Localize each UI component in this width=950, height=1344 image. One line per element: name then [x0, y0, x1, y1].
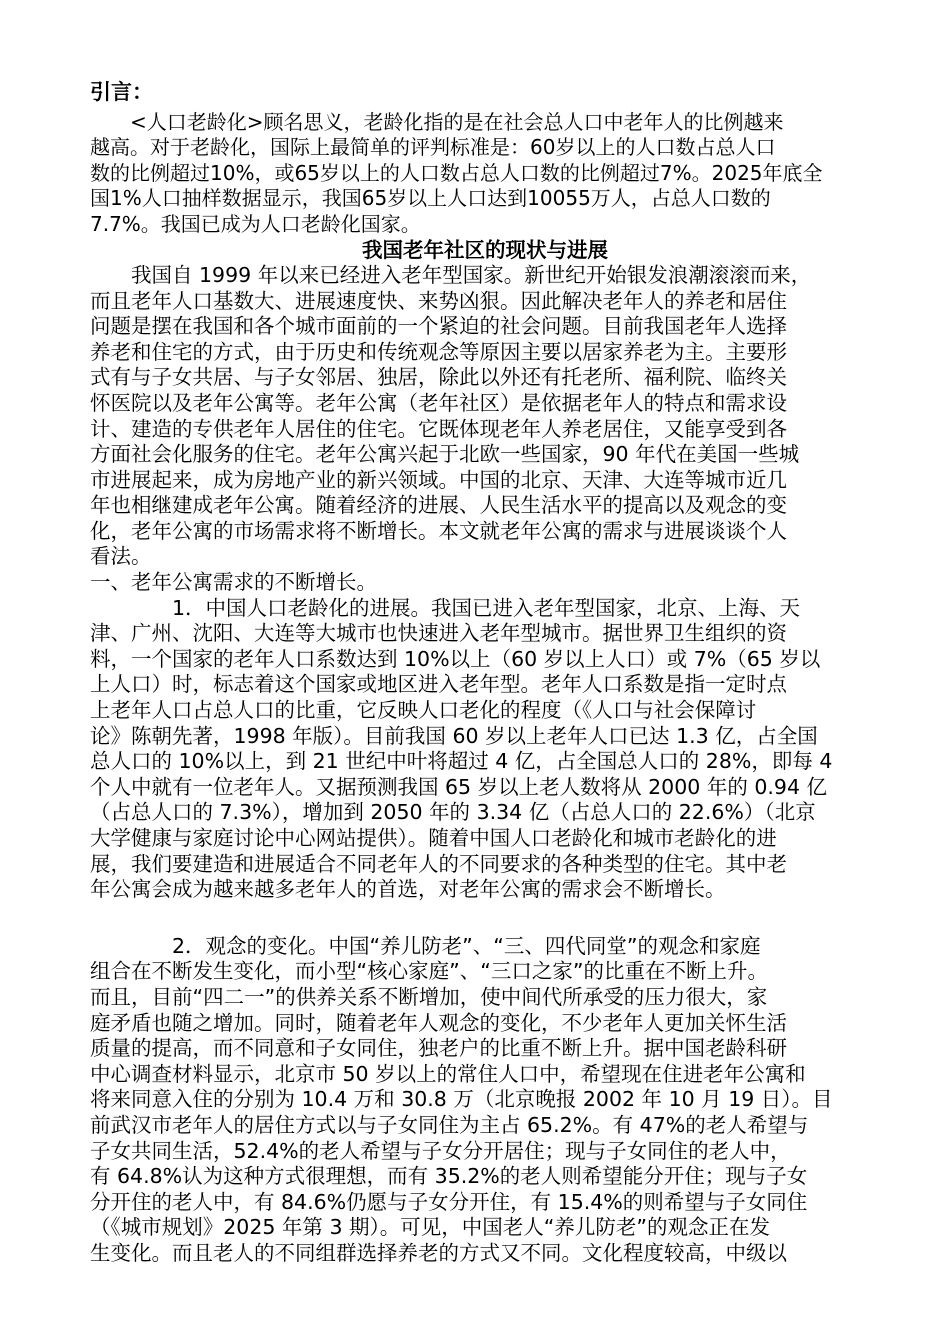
paragraph-line: 大学健康与家庭讨论中心网站提供）。随着中国人口老龄化和城市老龄化的进 — [90, 826, 777, 851]
paragraph-line: 年公寓会成为越来越多老年人的首选，对老年公寓的需求会不断增长。 — [90, 877, 726, 902]
paragraph-line: 而且，目前“四二一”的供养关系不断增加，使中间代所承受的压力很大，家 — [90, 984, 768, 1009]
paragraph-line: 料，一个国家的老年人口系数达到 10%以上（60 岁以上人口）或 7%（65 岁以 — [90, 646, 821, 671]
intro-line: 数的比例超过10%，或65岁以上的人口数占总人口数的比例超过7%。2025年底全 — [90, 160, 823, 185]
paragraph-line: 总人口的 10%以上，到 21 世纪中叶将超过 4 亿，占全国总人口的 28%，即每 4 — [90, 749, 833, 774]
paragraph-line: 方面社会化服务的住宅。老年公寓兴起于北欧一些国家，90 年代在美国一些城 — [90, 442, 800, 467]
paragraph-line: 子女共同生活，52.4%的老人希望与子女分开居住；现与子女同住的老人中， — [90, 1138, 791, 1163]
paragraph-line: 津、广州、沈阳、大连等大城市也快速进入老年型城市。据世界卫生组织的资 — [90, 621, 787, 646]
intro-line: <人口老龄化>顾名思义，老龄化指的是在社会总人口中老年人的比例越来 — [90, 110, 784, 134]
paragraph-line: 1．中国人口老龄化的进展。我国已进入老年型国家，北京、上海、天 — [90, 595, 801, 620]
paragraph-line: 个人中就有一位老年人。又据预测我国 65 岁以上老人数将从 2000 年的 0.94 亿 — [90, 774, 827, 799]
intro-line: 7.7%。我国已成为人口老龄化国家。 — [90, 211, 421, 236]
document-page — [90, 78, 880, 1267]
intro-heading: 引言： — [90, 80, 153, 104]
paragraph-3 — [90, 934, 880, 1267]
paragraph-line: 怀医院以及老年公寓等。老年公寓（老年社区）是依据老年人的特点和需求设 — [90, 390, 787, 415]
paragraph-line: 上人口）时，标志着这个国家或地区进入老年型。老年人口系数是指一定时点 — [90, 672, 787, 697]
paragraph-line: 组合在不断发生变化，而小型“核心家庭”、“三口之家”的比重在不断上升。 — [90, 959, 768, 984]
paragraph-line: 养老和住宅的方式，由于历史和传统观念等原因主要以居家养老为主。主要形 — [90, 339, 787, 364]
paragraph-line: 有 64.8%认为这种方式很理想，而有 35.2%的老人则希望能分开住；现与子女 — [90, 1164, 808, 1189]
paragraph-line: 上老年人口占总人口的比重，它反映人口老化的程度（《人口与社会保障讨 — [90, 698, 757, 723]
paragraph-line: 化，老年公寓的市场需求将不断增长。本文就老年公寓的需求与进展谈谈个人 — [90, 518, 787, 543]
paragraph-line: 式有与子女共居、与子女邻居、独居，除此以外还有托老所、福利院、临终关 — [90, 365, 787, 390]
paragraph-line: 看法。 — [90, 544, 152, 569]
paragraph-line: 前武汉市老年人的居住方式以与子女同住为主占 65.2%。有 47%的老人希望与 — [90, 1112, 809, 1137]
paragraph-line: 分开住的老人中，有 84.6%仍愿与子女分开住，有 15.4%的则希望与子女同住 — [90, 1189, 808, 1214]
paragraph-line: 2．观念的变化。中国“养儿防老”、“三、四代同堂”的观念和家庭 — [90, 933, 761, 958]
paragraph-line: 我国自 1999 年以来已经进入老年型国家。新世纪开始银发浪潮滚滚而来， — [90, 262, 812, 287]
paragraph-line: （《城市规划》2025 年第 3 期）。可见，中国老人“养儿防老”的观念正在发 — [90, 1215, 771, 1240]
paragraph-line: 计、建造的专供老年人居住的住宅。它既体现老年人养老居住，又能享受到各 — [90, 416, 787, 441]
paragraph-1 — [90, 263, 880, 570]
subheading-demand-growth: 一、老年公寓需求的不断增长。 — [90, 570, 377, 595]
paragraph-2 — [90, 596, 880, 903]
paragraph-line: 中心调查材料显示，北京市 50 岁以上的常住人口中，希望现在住进老年公寓和 — [90, 1061, 806, 1086]
paragraph-line: 市进展起来，成为房地产业的新兴领域。中国的北京、天津、大连等城市近几 — [90, 467, 787, 492]
intro-line: 国1%人口抽样数据显示，我国65岁以上人口达到10055万人，占总人口数的 — [90, 186, 771, 211]
paragraph-line: 庭矛盾也随之增加。同时，随着老年人观念的变化，不少老年人更加关怀生活 — [90, 1010, 787, 1035]
paragraph-line: 论》陈朝先著，1998 年版）。目前我国 60 岁以上老年人口已达 1.3 亿，占全国 — [90, 723, 818, 748]
paragraph-line: 质量的提高，而不同意和子女同住，独老户的比重不断上升。据中国老龄科研 — [90, 1036, 787, 1061]
intro-paragraph — [90, 110, 880, 237]
section-title: 我国老年社区的现状与进展 — [362, 237, 608, 262]
paragraph-line: 将来同意入住的分别为 10.4 万和 30.8 万（北京晚报 2002 年 10 月 19 日）。目 — [90, 1087, 833, 1112]
paragraph-line: 而且老年人口基数大、进展速度快、来势凶狠。因此解决老年人的养老和居住 — [90, 288, 787, 313]
paragraph-line: 年也相继建成老年公寓。随着经济的进展、人民生活水平的提高以及观念的变 — [90, 493, 787, 518]
paragraph-line: 生变化。而且老人的不同组群选择养老的方式又不同。文化程度较高，中级以 — [90, 1240, 787, 1265]
paragraph-line: （占总人口的 7.3%），增加到 2050 年的 3.34 亿（占总人口的 22.6%）（北京 — [90, 800, 816, 825]
intro-line: 越高。对于老龄化，国际上最简单的评判标准是：60岁以上的人口数占总人口 — [90, 135, 776, 160]
paragraph-gap — [90, 903, 880, 934]
paragraph-line: 展，我们要建造和进展适合不同老年人的不同要求的各种类型的住宅。其中老 — [90, 851, 787, 876]
paragraph-line: 问题是摆在我国和各个城市面前的一个紧迫的社会问题。目前我国老年人选择 — [90, 314, 787, 339]
